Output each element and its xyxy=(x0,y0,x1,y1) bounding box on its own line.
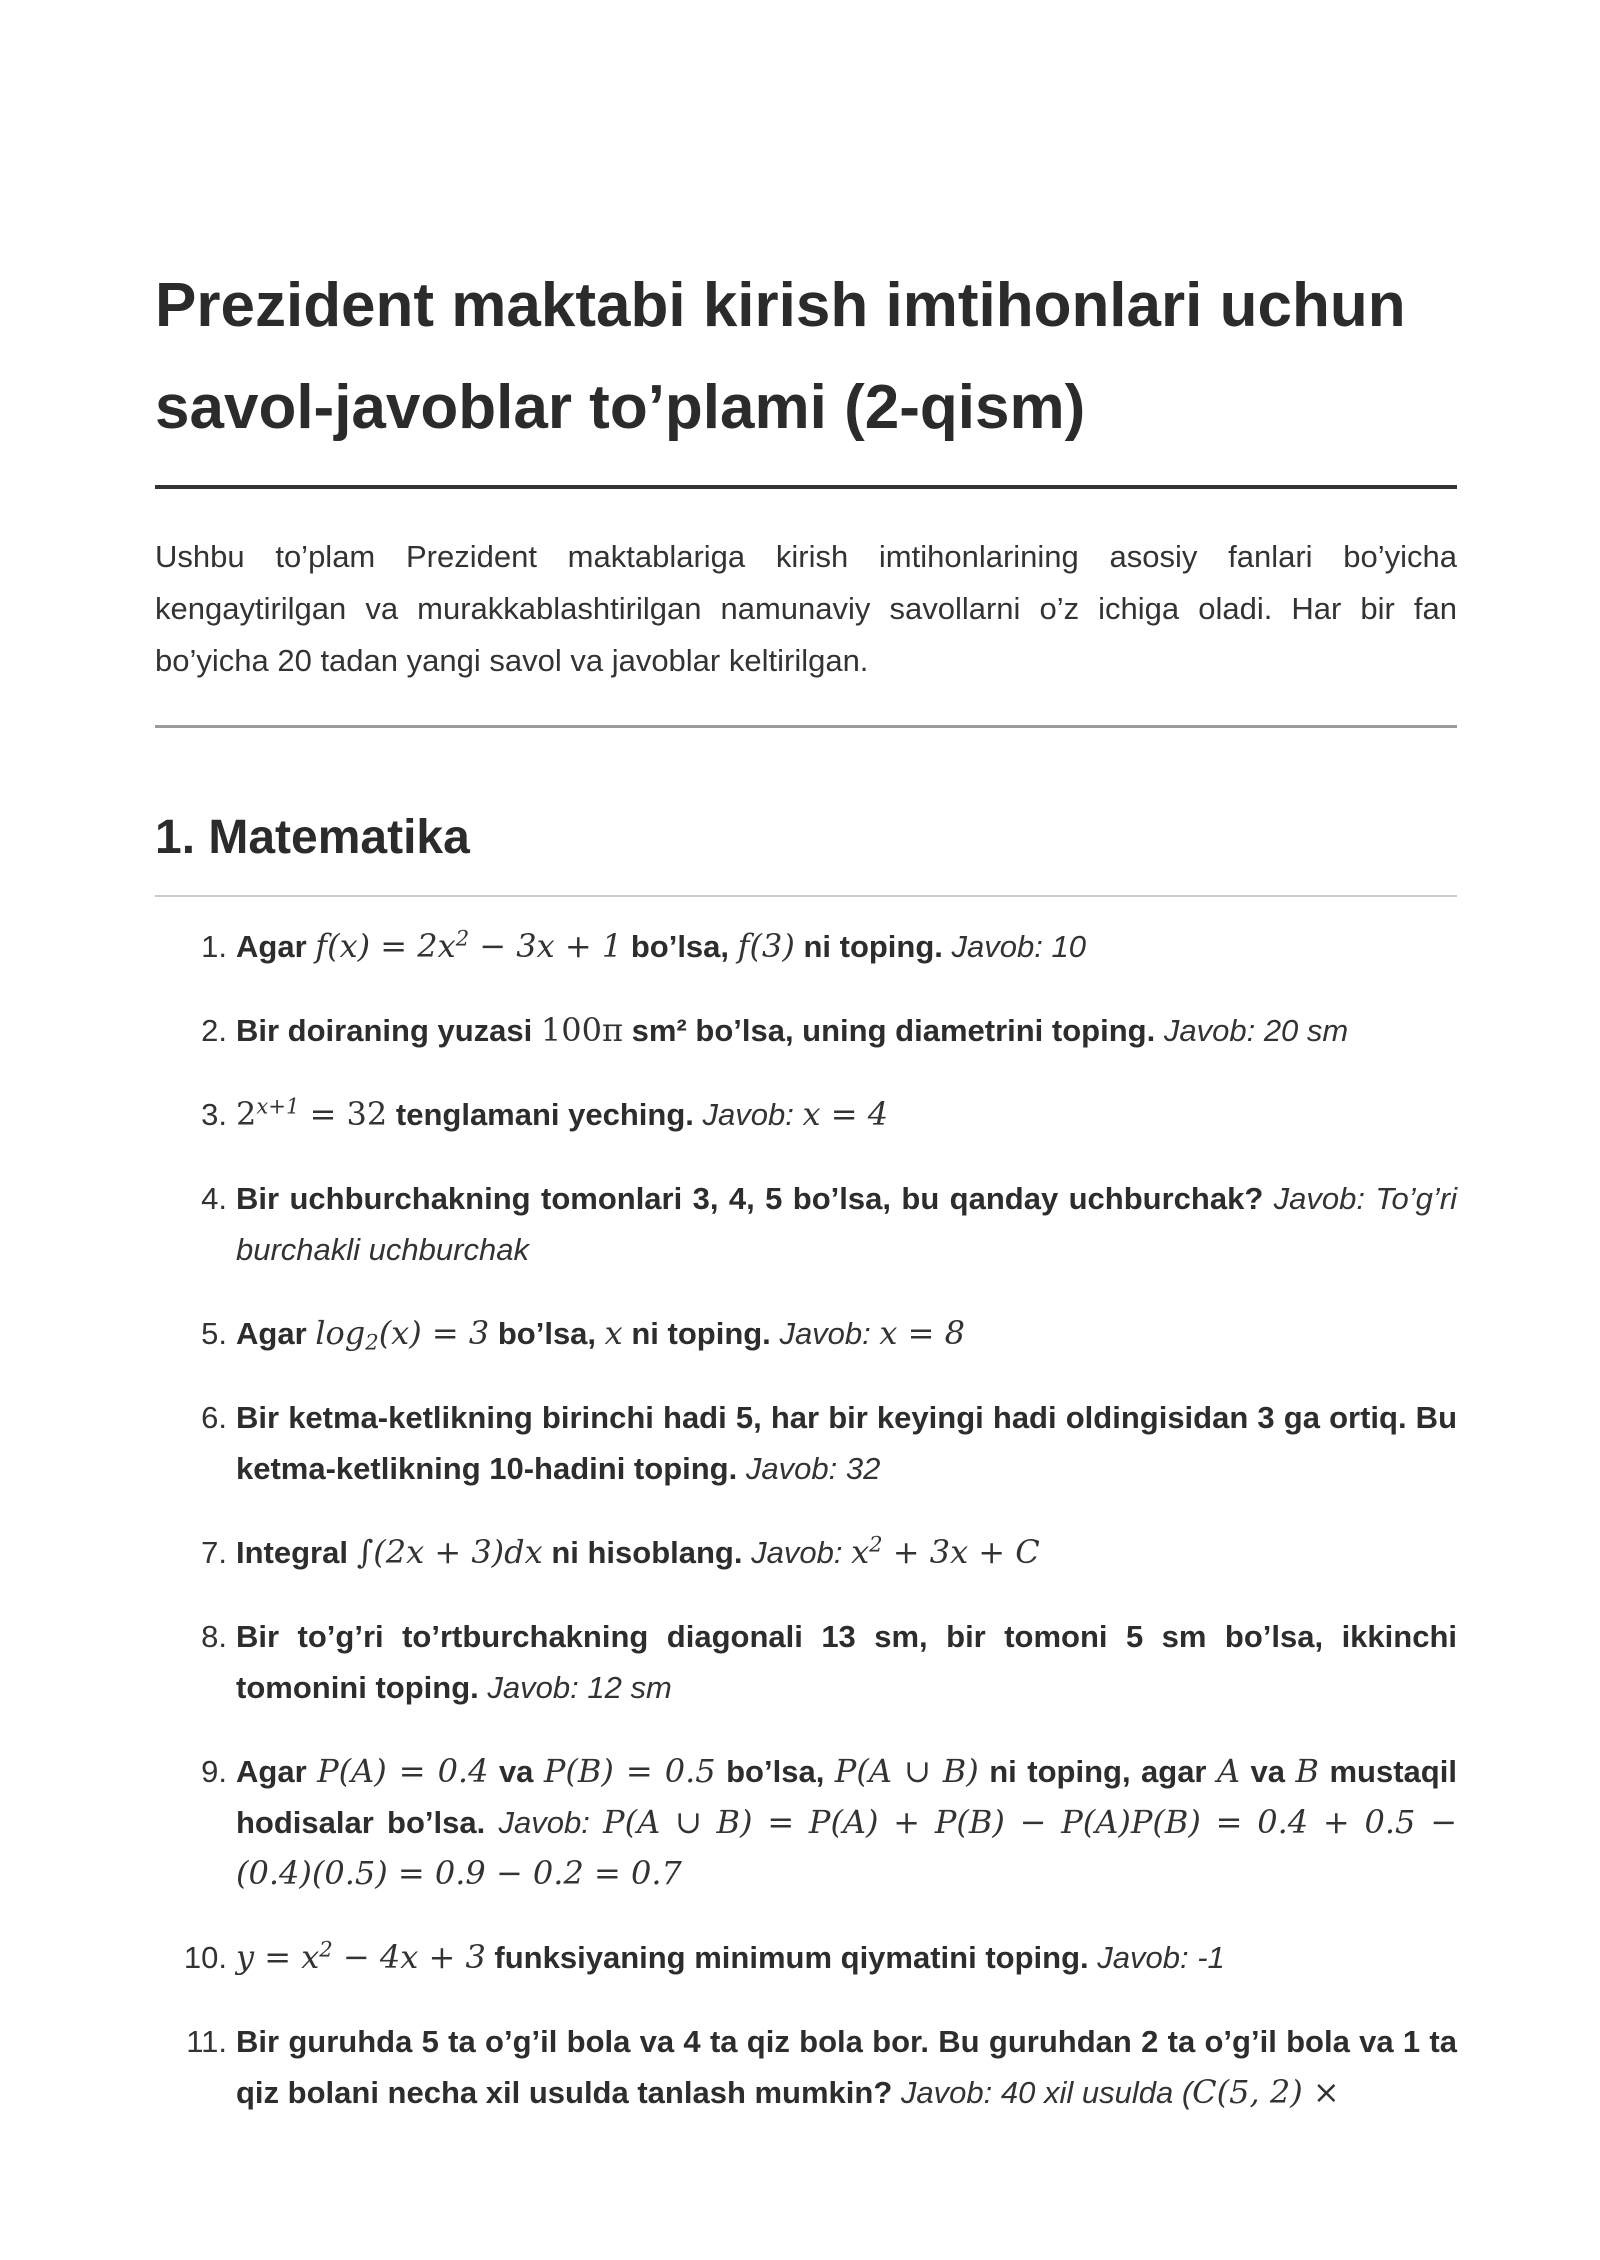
question-list xyxy=(155,921,1457,2118)
answer-label: Javob: xyxy=(745,1451,838,1486)
math-expression: P(A) = 0.4 xyxy=(317,1752,489,1790)
question-item xyxy=(155,1527,1457,1578)
section-divider xyxy=(155,895,1457,897)
question-number: 4. xyxy=(201,1181,227,1216)
question-number: 3. xyxy=(201,1097,227,1132)
answer-math: x = 4 xyxy=(802,1095,889,1133)
answer-text: 40 xil usulda ( xyxy=(1000,2075,1193,2110)
question-item xyxy=(155,1611,1457,1713)
question-text: Bir to’g’ri to’rtburchakning diagonali 13 sm, bir tomoni 5 sm bo’lsa, ikkinchi tomonini toping. xyxy=(236,1619,1457,1705)
section-heading-matematika: 1. Matematika xyxy=(155,811,470,864)
question-text: Bir doiraning yuzasi 100π sm² bo’lsa, uning diametrini toping. xyxy=(236,1011,1156,1049)
math-expression: 100π xyxy=(540,1011,624,1049)
answer-label: Javob: xyxy=(951,929,1043,964)
math-expression: P(B) = 0.5 xyxy=(543,1752,716,1790)
question-number: 9. xyxy=(201,1754,227,1789)
question-text: Bir uchburchakning tomonlari 3, 4, 5 bo’lsa, bu qanday uchburchak? xyxy=(236,1181,1264,1216)
math-expression: P(A ∪ B) xyxy=(834,1752,979,1790)
question-number: 7. xyxy=(201,1535,227,1570)
answer-text: -1 xyxy=(1197,1940,1225,1975)
answer-text: To’g’ri burchakli uchburchak xyxy=(236,1181,1457,1267)
answer-label: Javob: xyxy=(1097,1940,1189,1975)
math-expression: B xyxy=(1295,1752,1320,1790)
math-expression: $2^{x+1} = 32$ xyxy=(236,1093,388,1133)
answer-label: Javob: xyxy=(702,1097,794,1132)
intro-paragraph: Ushbu to’plam Prezident maktablariga kirish imtihonlarining asosiy fanlari bo’yicha kengaytirilgan va murakkablashtirilgan namunaviy savollarni o’z ichiga oladi. Har bir fan bo’yicha 20 tadan yangi savol va javoblar keltirilgan. xyxy=(155,539,1457,678)
question-item xyxy=(155,921,1457,972)
answer-text: 32 xyxy=(845,1451,881,1486)
math-expression: $y = x^2 - 4x + 3$ xyxy=(236,1936,486,1976)
question-number: 1. xyxy=(201,929,227,964)
question-item xyxy=(155,1005,1457,1056)
intro-divider xyxy=(155,725,1457,728)
answer-label: Javob: xyxy=(1163,1013,1256,1048)
question-text: Agar $\log_2(x) = 3$ bo’lsa, x ni toping. xyxy=(236,1314,771,1355)
question-text: $y = x^2 - 4x + 3$ funksiyaning minimum qiymatini toping. xyxy=(236,1936,1089,1976)
title-divider xyxy=(155,485,1457,489)
answer-math: P(A ∪ B) = P(A) + P(B) − P(A)P(B) = 0.4 + 0.5 − (0.4)(0.5) = 0.9 − 0.2 = 0.7 xyxy=(236,1803,1458,1892)
question-item xyxy=(155,2016,1457,2118)
math-expression: $f(x) = 2x^2 - 3x + 1$ xyxy=(315,925,623,965)
question-item xyxy=(155,1746,1457,1899)
question-text: Agar $f(x) = 2x^2 - 3x + 1$ bo’lsa, f(3) ni toping. xyxy=(236,925,943,965)
question-text: $2^{x+1} = 32$ tenglamani yeching. xyxy=(236,1093,694,1133)
question-number: 5. xyxy=(201,1316,227,1351)
question-number: 11. xyxy=(186,2024,227,2059)
answer-label: Javob: xyxy=(1273,1181,1366,1216)
question-item xyxy=(155,1308,1457,1359)
math-expression: $\log_2(x) = 3$ xyxy=(315,1314,490,1355)
question-text: Bir ketma-ketlikning birinchi hadi 5, har bir keyingi hadi oldingisidan 3 ga ortiq. Bu ketma-ketlikning 10-hadini toping. xyxy=(236,1400,1457,1486)
answer-text: 20 sm xyxy=(1263,1013,1349,1048)
question-item xyxy=(155,1392,1457,1494)
answer-label: Javob: xyxy=(498,1805,590,1840)
math-expression: A xyxy=(1216,1752,1241,1790)
answer-label: Javob: xyxy=(779,1316,871,1351)
question-text: Agar P(A) = 0.4 va P(B) = 0.5 bo’lsa, P(A ∪ B) ni toping, agar A va B mustaqil hodisalar bo’lsa. xyxy=(236,1752,1457,1840)
answer-label: Javob: xyxy=(900,2075,993,2110)
question-item xyxy=(155,1089,1457,1140)
math-expression: f(3) xyxy=(737,927,795,965)
question-number: 6. xyxy=(201,1400,227,1435)
answer-label: Javob: xyxy=(487,1670,579,1705)
question-number: 2. xyxy=(201,1013,227,1048)
math-expression: x xyxy=(604,1314,623,1352)
answer-text: 12 sm xyxy=(587,1670,672,1705)
question-item xyxy=(155,1932,1457,1983)
answer-math: C(5, 2) × xyxy=(1192,2073,1340,2111)
page-title: Prezident maktabi kirish imtihonlari uchun savol-javoblar to’plami (2-qism) xyxy=(155,271,1406,442)
question-item xyxy=(155,1173,1457,1275)
answer-math: x = 8 xyxy=(879,1314,965,1352)
math-expression: ∫(2x + 3)dx xyxy=(356,1533,543,1571)
answer-math: $x^2 + 3x + C$ xyxy=(851,1531,1040,1571)
answer-label: Javob: xyxy=(751,1535,843,1570)
question-text: Bir guruhda 5 ta o’g’il bola va 4 ta qiz bola bor. Bu guruhdan 2 ta o’g’il bola va 1 ta qiz bolani necha xil usulda tanlash mumkin? xyxy=(236,2024,1457,2110)
question-number: 10. xyxy=(183,1940,227,1975)
answer-text: 10 xyxy=(1051,929,1086,964)
document-page xyxy=(155,255,1457,2151)
question-text: Integral ∫(2x + 3)dx ni hisoblang. xyxy=(236,1533,743,1571)
question-number: 8. xyxy=(201,1619,227,1654)
